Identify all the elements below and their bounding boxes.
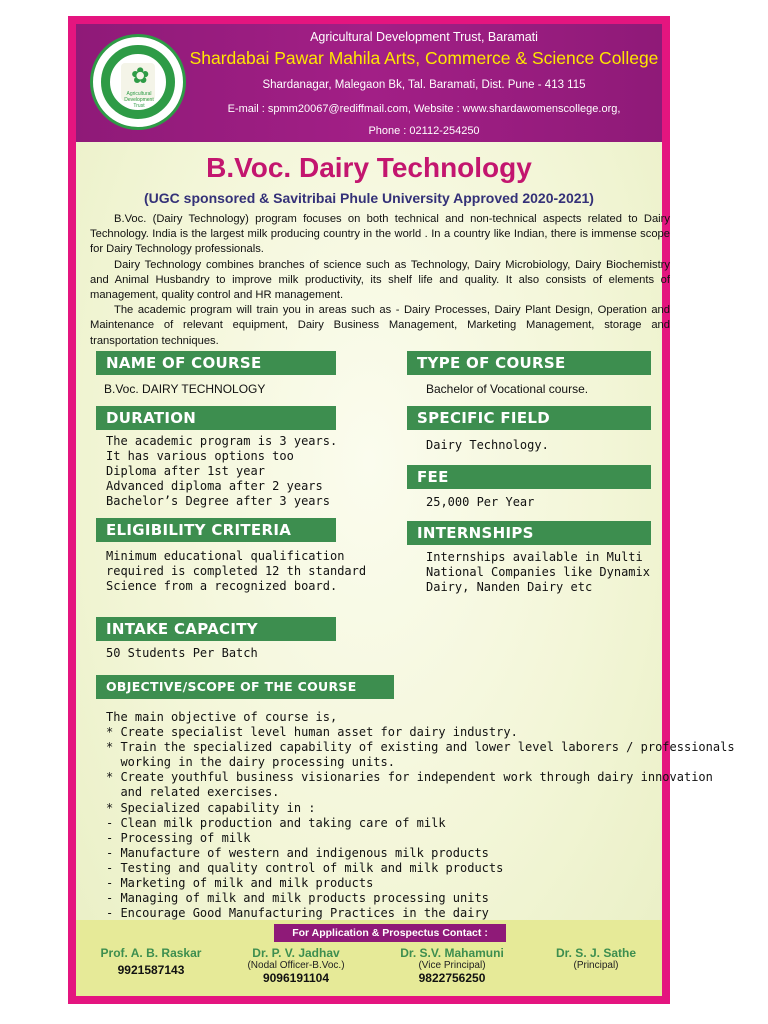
college-header (76, 24, 662, 142)
internship-line: Internships available in Multi (426, 550, 643, 564)
eligibility-line: Minimum educational qualification (106, 549, 345, 563)
duration-line: It has various options too (106, 449, 294, 463)
objective-line: - Testing and quality control of milk and milk products (106, 860, 504, 875)
flyer (76, 24, 735, 996)
contact-role: (Nodal Officer-B.Voc.) (247, 960, 345, 971)
contact-person (536, 946, 656, 971)
objective-line: - Clean milk production and taking care of milk (106, 815, 446, 830)
contact-heading: For Application & Prospectus Contact : (274, 924, 506, 942)
page-subtitle: (UGC sponsored & Savitribai Phule University Approved 2020-2021) (144, 190, 594, 206)
section-heading-type-of-course: TYPE OF COURSE (407, 351, 651, 375)
objective-line: * Train the specialized capability of existing and lower level laborers / professionals (106, 740, 735, 755)
eligibility-details (106, 549, 366, 594)
section-heading-objective: OBJECTIVE/SCOPE OF THE COURSE (96, 675, 394, 699)
section-heading-intake-capacity: INTAKE CAPACITY (96, 617, 336, 641)
contact-person (86, 946, 216, 977)
contact-name: Prof. A. B. Raskar (100, 946, 202, 960)
contact-role: (Principal) (573, 960, 619, 971)
objective-list (106, 710, 735, 921)
college-email-website: E-mail : spmm20067@rediffmail.com, Website : www.shardawomenscollege.org, (227, 103, 621, 115)
trust-name: Agricultural Development Trust, Baramati (310, 30, 538, 44)
course-type: Bachelor of Vocational course. (426, 382, 589, 396)
contact-phone: 9822756250 (418, 971, 486, 985)
objective-line: * Create specialist level human asset for dairy industry. (106, 725, 518, 740)
intro-paragraph: Dairy Technology combines branches of science such as Technology, Dairy Microbiology, Dairy Biochemistry and Animal Husbandry to improve milk productivity, its shelf life and quality. It also consists of elements of management, quality control and HR management. (90, 258, 670, 302)
college-phone: Phone : 02112-254250 (368, 125, 480, 137)
intro-paragraph: The academic program will train you in areas such as - Dairy Processes, Dairy Plant Design, Operation and Maintenance of relevant equipment, Dairy Business Management, Marketing Management, storage and transportation techniques. (90, 304, 670, 347)
intro-text (90, 212, 670, 349)
section-heading-eligibility: ELIGIBILITY CRITERIA (96, 518, 336, 542)
objective-line: - Encourage Good Manufacturing Practices in the dairy (106, 906, 489, 921)
page-title: B.Voc. Dairy Technology (206, 152, 532, 183)
course-name: B.Voc. DAIRY TECHNOLOGY (104, 382, 266, 396)
contact-person (387, 946, 517, 985)
objective-line: - Marketing of milk and milk products (106, 876, 374, 891)
section-heading-specific-field: SPECIFIC FIELD (407, 406, 651, 430)
objective-line: and related exercises. (106, 785, 280, 800)
duration-details (106, 434, 337, 509)
internship-line: Dairy, Nanden Dairy etc (426, 580, 593, 594)
objective-line: - Processing of milk (106, 830, 251, 845)
objective-line: The main objective of course is, (106, 710, 338, 724)
section-heading-name-of-course: NAME OF COURSE (96, 351, 336, 375)
objective-line: - Manufacture of western and indigenous milk products (106, 845, 489, 860)
contact-footer (76, 920, 662, 996)
objective-line: - Managing of milk and milk products processing units (106, 891, 489, 906)
college-logo (90, 34, 186, 130)
objective-line: working in the dairy processing units. (106, 755, 395, 770)
internship-line: National Companies like Dynamix (426, 565, 650, 579)
plant-icon: ✿ (131, 63, 150, 88)
section-heading-duration: DURATION (96, 406, 336, 430)
page-border (68, 16, 735, 1004)
college-address: Shardanagar, Malegaon Bk, Tal. Baramati, Dist. Pune - 413 115 (262, 79, 586, 91)
internship-details (426, 550, 650, 595)
contact-role: (Vice Principal) (418, 960, 486, 971)
eligibility-line: Science from a recognized board. (106, 579, 338, 593)
college-name: Shardabai Pawar Mahila Arts, Commerce & Science College (189, 48, 659, 68)
duration-line: Diploma after 1st year (106, 464, 265, 478)
duration-line: The academic program is 3 years. (106, 434, 338, 448)
contact-phone: 9921587143 (117, 963, 185, 977)
intro-paragraph: B.Voc. (Dairy Technology) program focuses on both technical and non-technical aspects related to Dairy Technology. India is the largest milk producing country in the world . In a country like Indian, there is immense scope for Dairy Technology professionals. (90, 213, 670, 256)
objective-line: * Specialized capability in : (106, 800, 316, 815)
fee-value: 25,000 Per Year (426, 495, 535, 509)
duration-line: Advanced diploma after 2 years (106, 479, 323, 493)
objective-line: * Create youthful business visionaries for independent work through dairy innovation (106, 770, 713, 785)
contact-phone: 9096191104 (262, 971, 330, 985)
intake-value: 50 Students Per Batch (106, 646, 258, 660)
contact-name: Dr. S.V. Mahamuni (400, 946, 504, 960)
eligibility-line: required is completed 12 th standard (106, 564, 367, 578)
contact-name: Dr. P. V. Jadhav (252, 946, 340, 960)
logo-text: Agricultural Development Trust (124, 91, 154, 109)
section-heading-fee: FEE (407, 465, 651, 489)
specific-field-value: Dairy Technology. (426, 438, 549, 452)
section-heading-internships: INTERNSHIPS (407, 521, 651, 545)
contact-name: Dr. S. J. Sathe (555, 946, 637, 960)
duration-line: Bachelor’s Degree after 3 years (106, 494, 330, 508)
contact-person (231, 946, 361, 985)
